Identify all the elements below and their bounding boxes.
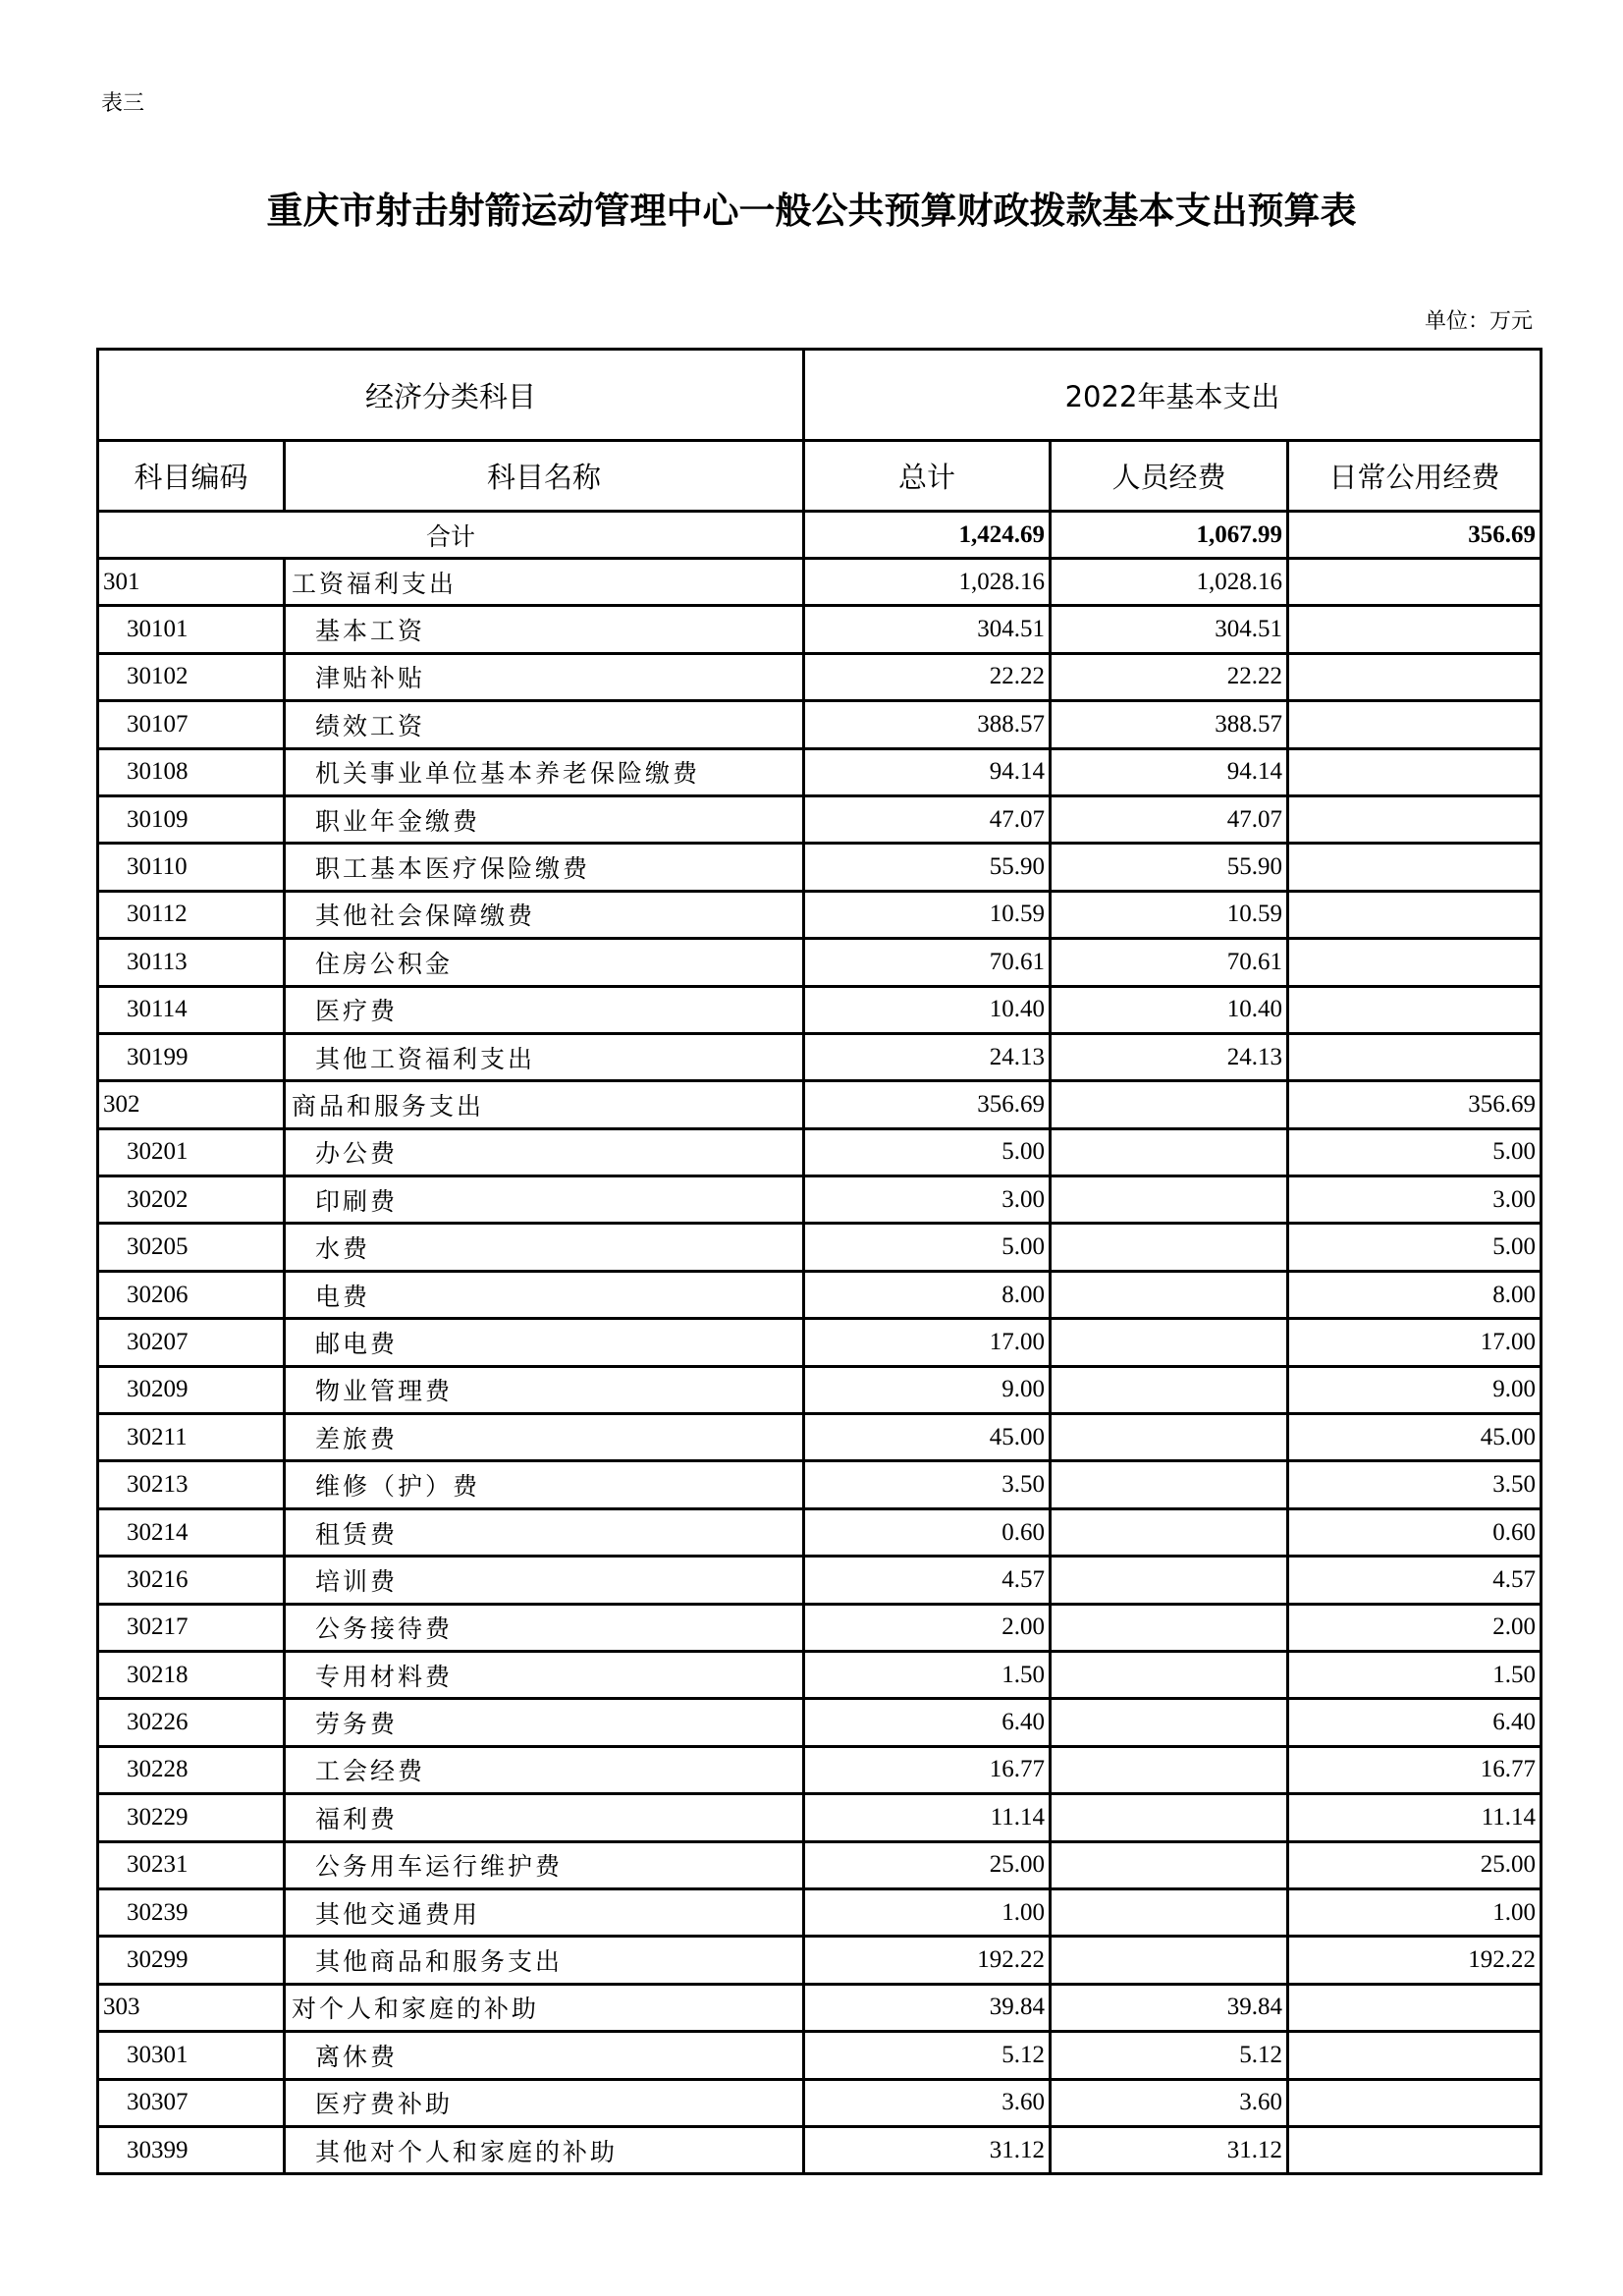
row-personnel [1051, 1937, 1288, 1984]
category-row [98, 559, 1542, 606]
row-code: 30299 [98, 1937, 285, 1984]
row-code: 30202 [98, 1176, 285, 1224]
row-code: 30110 [98, 844, 285, 891]
row-code: 30107 [98, 701, 285, 748]
table-row [98, 748, 1542, 795]
row-code: 30108 [98, 748, 285, 795]
total-total: 1,424.69 [804, 512, 1051, 559]
row-name: 工会经费 [285, 1746, 804, 1793]
row-public [1288, 2079, 1542, 2126]
row-code: 30109 [98, 795, 285, 843]
table-row [98, 2079, 1542, 2126]
row-name: 公务用车运行维护费 [285, 1841, 804, 1888]
row-personnel: 47.07 [1051, 795, 1288, 843]
row-total: 5.12 [804, 2032, 1051, 2079]
row-public: 6.40 [1288, 1699, 1542, 1746]
row-code: 30214 [98, 1508, 285, 1556]
row-personnel [1051, 1888, 1288, 1936]
table-row [98, 1414, 1542, 1461]
total-public: 356.69 [1288, 512, 1542, 559]
table-row [98, 986, 1542, 1033]
row-code: 30226 [98, 1699, 285, 1746]
unit-label: 单位：万元 [1424, 309, 1533, 334]
header-row-group [98, 350, 1542, 441]
row-personnel [1051, 1271, 1288, 1318]
row-name: 邮电费 [285, 1319, 804, 1366]
row-public: 5.00 [1288, 1224, 1542, 1271]
row-public: 192.22 [1288, 1937, 1542, 1984]
row-personnel [1051, 1604, 1288, 1651]
row-name: 印刷费 [285, 1176, 804, 1224]
row-personnel [1051, 1176, 1288, 1224]
row-code: 30307 [98, 2079, 285, 2126]
row-total: 5.00 [804, 1128, 1051, 1175]
row-name: 培训费 [285, 1557, 804, 1604]
table-row [98, 1888, 1542, 1936]
row-total: 39.84 [804, 1984, 1051, 2031]
row-code: 30102 [98, 653, 285, 700]
row-public [1288, 1033, 1542, 1080]
row-public [1288, 1984, 1542, 2031]
row-total: 24.13 [804, 1033, 1051, 1080]
header-2022-basic-expenditure: 2022年基本支出 [804, 350, 1542, 441]
row-name: 专用材料费 [285, 1651, 804, 1698]
row-total: 3.00 [804, 1176, 1051, 1224]
row-code: 30112 [98, 891, 285, 938]
row-total: 388.57 [804, 701, 1051, 748]
header-public: 日常公用经费 [1288, 441, 1542, 512]
row-public: 17.00 [1288, 1319, 1542, 1366]
row-code: 30301 [98, 2032, 285, 2079]
page-title: 重庆市射击射箭运动管理中心一般公共预算财政拨款基本支出预算表 [266, 189, 1357, 232]
table-row [98, 2032, 1542, 2079]
row-code: 30199 [98, 1033, 285, 1080]
budget-table [96, 348, 1542, 2175]
row-personnel [1051, 1841, 1288, 1888]
row-code: 30114 [98, 986, 285, 1033]
row-name: 机关事业单位基本养老保险缴费 [285, 748, 804, 795]
row-personnel: 22.22 [1051, 653, 1288, 700]
row-personnel: 5.12 [1051, 2032, 1288, 2079]
row-personnel [1051, 1508, 1288, 1556]
row-public: 4.57 [1288, 1557, 1542, 1604]
table-row [98, 1176, 1542, 1224]
row-name: 其他交通费用 [285, 1888, 804, 1936]
row-code: 302 [98, 1081, 285, 1128]
row-personnel: 39.84 [1051, 1984, 1288, 2031]
table-row [98, 653, 1542, 700]
row-code: 30213 [98, 1461, 285, 1508]
table-row [98, 1319, 1542, 1366]
row-name: 电费 [285, 1271, 804, 1318]
row-public [1288, 559, 1542, 606]
row-personnel: 3.60 [1051, 2079, 1288, 2126]
row-total: 16.77 [804, 1746, 1051, 1793]
row-personnel [1051, 1651, 1288, 1698]
row-public: 2.00 [1288, 1604, 1542, 1651]
row-public [1288, 891, 1542, 938]
table-row [98, 1651, 1542, 1698]
total-row [98, 512, 1542, 559]
row-personnel [1051, 1366, 1288, 1413]
row-personnel [1051, 1414, 1288, 1461]
row-personnel: 24.13 [1051, 1033, 1288, 1080]
row-personnel: 388.57 [1051, 701, 1288, 748]
table-row [98, 1937, 1542, 1984]
row-code: 30205 [98, 1224, 285, 1271]
row-total: 1,028.16 [804, 559, 1051, 606]
table-row [98, 1366, 1542, 1413]
row-total: 11.14 [804, 1794, 1051, 1841]
table-row [98, 1746, 1542, 1793]
row-personnel: 70.61 [1051, 939, 1288, 986]
header-personnel: 人员经费 [1051, 441, 1288, 512]
row-total: 45.00 [804, 1414, 1051, 1461]
row-total: 25.00 [804, 1841, 1051, 1888]
row-personnel: 1,028.16 [1051, 559, 1288, 606]
row-public [1288, 2126, 1542, 2173]
row-total: 31.12 [804, 2126, 1051, 2173]
header-name: 科目名称 [285, 441, 804, 512]
row-total: 3.60 [804, 2079, 1051, 2126]
row-public: 3.50 [1288, 1461, 1542, 1508]
row-total: 4.57 [804, 1557, 1051, 1604]
row-code: 30206 [98, 1271, 285, 1318]
row-public: 9.00 [1288, 1366, 1542, 1413]
row-total: 94.14 [804, 748, 1051, 795]
row-code: 30231 [98, 1841, 285, 1888]
row-name: 对个人和家庭的补助 [285, 1984, 804, 2031]
table-row [98, 2126, 1542, 2173]
row-personnel [1051, 1081, 1288, 1128]
table-row [98, 1033, 1542, 1080]
row-code: 30209 [98, 1366, 285, 1413]
row-code: 30207 [98, 1319, 285, 1366]
row-code: 30228 [98, 1746, 285, 1793]
row-public [1288, 701, 1542, 748]
table-label: 表三 [101, 91, 145, 116]
row-personnel: 10.40 [1051, 986, 1288, 1033]
row-personnel [1051, 1461, 1288, 1508]
row-total: 22.22 [804, 653, 1051, 700]
row-name: 劳务费 [285, 1699, 804, 1746]
table-row [98, 844, 1542, 891]
row-public [1288, 986, 1542, 1033]
category-row [98, 1984, 1542, 2031]
row-total: 55.90 [804, 844, 1051, 891]
row-name: 商品和服务支出 [285, 1081, 804, 1128]
row-public: 3.00 [1288, 1176, 1542, 1224]
row-total: 8.00 [804, 1271, 1051, 1318]
row-code: 30399 [98, 2126, 285, 2173]
row-code: 30218 [98, 1651, 285, 1698]
table-row [98, 1271, 1542, 1318]
row-name: 住房公积金 [285, 939, 804, 986]
row-public [1288, 844, 1542, 891]
row-public: 8.00 [1288, 1271, 1542, 1318]
row-name: 其他社会保障缴费 [285, 891, 804, 938]
row-total: 70.61 [804, 939, 1051, 986]
row-name: 基本工资 [285, 606, 804, 653]
table-row [98, 1557, 1542, 1604]
row-public: 1.00 [1288, 1888, 1542, 1936]
row-name: 绩效工资 [285, 701, 804, 748]
row-personnel: 10.59 [1051, 891, 1288, 938]
table-row [98, 606, 1542, 653]
row-personnel [1051, 1699, 1288, 1746]
row-total: 356.69 [804, 1081, 1051, 1128]
row-total: 10.40 [804, 986, 1051, 1033]
row-public: 25.00 [1288, 1841, 1542, 1888]
row-name: 医疗费补助 [285, 2079, 804, 2126]
row-code: 30101 [98, 606, 285, 653]
row-personnel [1051, 1128, 1288, 1175]
row-total: 192.22 [804, 1937, 1051, 1984]
row-total: 6.40 [804, 1699, 1051, 1746]
table-row [98, 1699, 1542, 1746]
row-public: 45.00 [1288, 1414, 1542, 1461]
row-name: 其他对个人和家庭的补助 [285, 2126, 804, 2173]
row-total: 0.60 [804, 1508, 1051, 1556]
row-personnel [1051, 1746, 1288, 1793]
row-public: 5.00 [1288, 1128, 1542, 1175]
table-row [98, 1508, 1542, 1556]
row-public [1288, 2032, 1542, 2079]
table-row [98, 1461, 1542, 1508]
row-total: 1.50 [804, 1651, 1051, 1698]
table-row [98, 795, 1542, 843]
table-row [98, 891, 1542, 938]
table-row [98, 1794, 1542, 1841]
table-row [98, 1224, 1542, 1271]
row-code: 30201 [98, 1128, 285, 1175]
table-row [98, 1604, 1542, 1651]
row-total: 9.00 [804, 1366, 1051, 1413]
row-code: 303 [98, 1984, 285, 2031]
row-personnel [1051, 1794, 1288, 1841]
row-total: 5.00 [804, 1224, 1051, 1271]
row-name: 办公费 [285, 1128, 804, 1175]
row-public: 356.69 [1288, 1081, 1542, 1128]
header-code: 科目编码 [98, 441, 285, 512]
row-public: 1.50 [1288, 1651, 1542, 1698]
row-personnel [1051, 1557, 1288, 1604]
row-name: 离休费 [285, 2032, 804, 2079]
row-total: 47.07 [804, 795, 1051, 843]
row-total: 304.51 [804, 606, 1051, 653]
row-public [1288, 939, 1542, 986]
row-name: 公务接待费 [285, 1604, 804, 1651]
table-row [98, 1841, 1542, 1888]
table-row [98, 701, 1542, 748]
row-name: 其他商品和服务支出 [285, 1937, 804, 1984]
row-name: 职工基本医疗保险缴费 [285, 844, 804, 891]
row-code: 30239 [98, 1888, 285, 1936]
row-public [1288, 795, 1542, 843]
row-name: 物业管理费 [285, 1366, 804, 1413]
row-personnel: 304.51 [1051, 606, 1288, 653]
total-personnel: 1,067.99 [1051, 512, 1288, 559]
row-name: 医疗费 [285, 986, 804, 1033]
row-total: 17.00 [804, 1319, 1051, 1366]
row-name: 水费 [285, 1224, 804, 1271]
row-name: 其他工资福利支出 [285, 1033, 804, 1080]
row-code: 30113 [98, 939, 285, 986]
row-public [1288, 748, 1542, 795]
row-name: 维修（护）费 [285, 1461, 804, 1508]
row-code: 30217 [98, 1604, 285, 1651]
row-personnel: 55.90 [1051, 844, 1288, 891]
row-public [1288, 606, 1542, 653]
category-row [98, 1081, 1542, 1128]
header-row-columns [98, 441, 1542, 512]
total-label: 合计 [98, 512, 804, 559]
row-public [1288, 653, 1542, 700]
row-code: 301 [98, 559, 285, 606]
row-name: 差旅费 [285, 1414, 804, 1461]
row-code: 30216 [98, 1557, 285, 1604]
row-total: 2.00 [804, 1604, 1051, 1651]
row-public: 16.77 [1288, 1746, 1542, 1793]
row-total: 3.50 [804, 1461, 1051, 1508]
row-public: 11.14 [1288, 1794, 1542, 1841]
row-personnel: 31.12 [1051, 2126, 1288, 2173]
row-code: 30211 [98, 1414, 285, 1461]
row-name: 租赁费 [285, 1508, 804, 1556]
table-row [98, 939, 1542, 986]
row-total: 1.00 [804, 1888, 1051, 1936]
header-economic-classification: 经济分类科目 [98, 350, 804, 441]
row-total: 10.59 [804, 891, 1051, 938]
header-total: 总计 [804, 441, 1051, 512]
row-name: 福利费 [285, 1794, 804, 1841]
row-public: 0.60 [1288, 1508, 1542, 1556]
row-name: 职业年金缴费 [285, 795, 804, 843]
row-name: 津贴补贴 [285, 653, 804, 700]
row-personnel [1051, 1224, 1288, 1271]
table-row [98, 1128, 1542, 1175]
row-personnel [1051, 1319, 1288, 1366]
row-personnel: 94.14 [1051, 748, 1288, 795]
row-name: 工资福利支出 [285, 559, 804, 606]
row-code: 30229 [98, 1794, 285, 1841]
